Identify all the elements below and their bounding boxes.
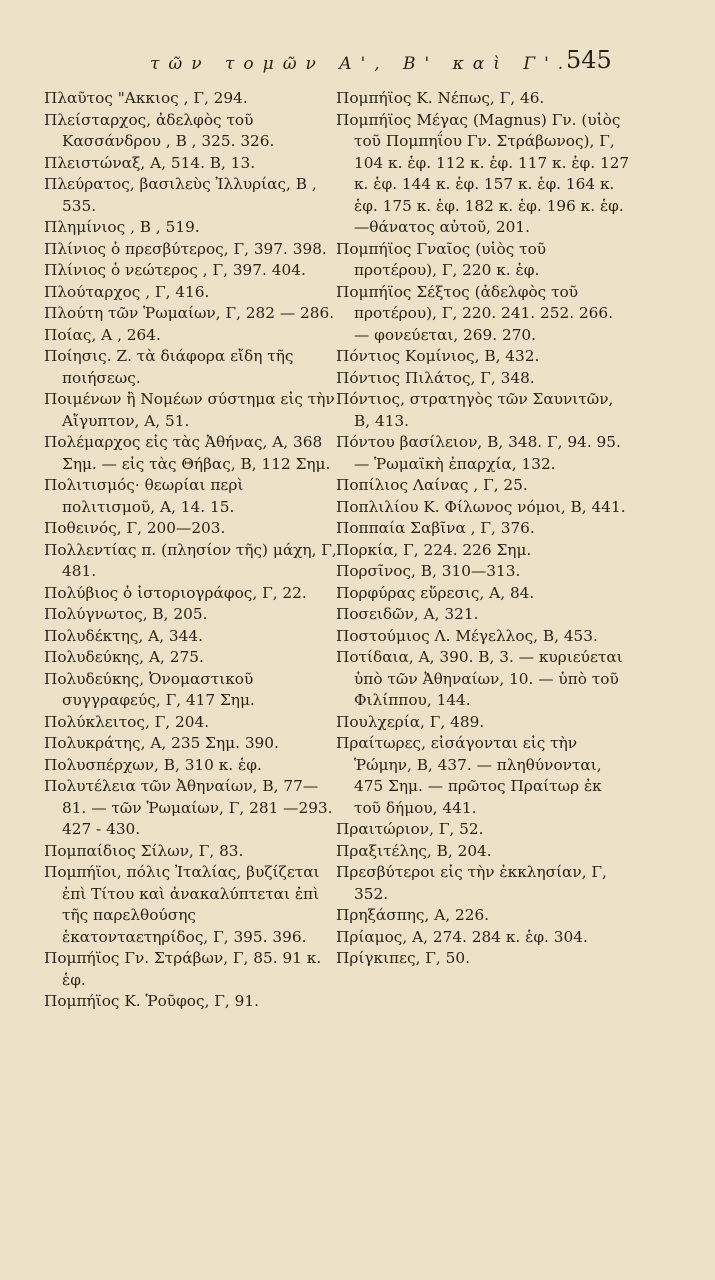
index-entry: Πολυτέλεια τῶν Ἀθηναίων, Β, 77—81. — τῶν Ῥωμαίων, Γ, 281 —293. 427 - 430.: [44, 777, 333, 838]
index-entry: Πομπήϊος Μέγας (Magnus) Γν. (υἱὸς τοῦ Πομπηΐου Γν. Στράβωνος), Γ, 104 κ. ἑφ. 112 κ. ἑφ. 117 κ. ἑφ. 127 κ. ἑφ. 144 κ. ἑφ. 157 κ. ἑφ. 164 κ. ἑφ. 175 κ. ἑφ. 182 κ. ἑφ. 196 κ. ἑφ. —θάνατος αὐτοῦ, 201.: [336, 110, 630, 236]
index-entry: Πολύκλειτος, Γ, 204.: [44, 712, 210, 731]
index-entry: Πρίγκιπες, Γ, 50.: [336, 949, 470, 967]
index-entry: Πραίτωρες, εἰσάγονται εἰς τὴν Ῥώμην, Β, 437. — πληθύνονται, 475 Σημ. — πρῶτος Πραίτωρ ἐκ τοῦ δήμου, 441.: [336, 734, 602, 817]
index-entry: Πομπήϊος Γν. Στράβων, Γ, 85. 91 κ. ἑφ.: [44, 949, 322, 989]
index-entry: Ποσειδῶν, Α, 321.: [336, 605, 479, 623]
index-entry: Πομπήϊος Σέξτος (ἀδελφὸς τοῦ προτέρου), Γ, 220. 241. 252. 266. — φονεύεται, 269. 270.: [336, 282, 614, 344]
index-entry: Ποίας, Α , 264.: [44, 325, 161, 344]
index-entry: Πόντιος Πιλάτος, Γ, 348.: [336, 368, 535, 387]
index-entry: Ποστούμιος Λ. Μέγελλος, Β, 453.: [336, 626, 598, 645]
index-entry: Πόντιος Κομίνιος, Β, 432.: [336, 347, 540, 365]
index-entry: Πολυδέκτης, Α, 344.: [44, 626, 203, 645]
index-entry: Πολέμαρχος εἰς τὰς Ἀθήνας, Α, 368 Σημ. — εἰς τὰς Θήβας, Β, 112 Σημ.: [44, 433, 331, 473]
index-entry: Πορκία, Γ, 224. 226 Σημ.: [336, 540, 532, 559]
index-entry: Πολυδεύκης, Ὀνομαστικοῦ συγγραφεύς, Γ, 417 Σημ.: [44, 669, 255, 709]
index-entry: Πλούτη τῶν Ῥωμαίων, Γ, 282 — 286.: [44, 304, 335, 322]
running-head: τῶν τομῶν Α', Β' καὶ Γ'.: [150, 54, 573, 74]
index-entry: Πραιτώριον, Γ, 52.: [336, 820, 484, 838]
index-entry: Πολιτισμός· θεωρίαι περὶ πολιτισμοῦ, Α, 14. 15.: [44, 476, 244, 516]
index-entry: Ποτίδαια, Α, 390. Β, 3. — κυριεύεται ὑπὸ τῶν Ἀθηναίων, 10. — ὑπὸ τοῦ Φιλίππου, 144.: [336, 648, 623, 709]
index-entry: Ποίησις. Ζ. τὰ διάφορα εἴδη τῆς ποιήσεως.: [44, 347, 294, 387]
index-entry: Πομπήϊος Κ. Ῥοῦφος, Γ, 91.: [44, 992, 259, 1010]
index-entry: Πόντιος, στρατηγὸς τῶν Σαυνιτῶν, Β, 413.: [336, 390, 614, 430]
index-entry: Πλίνιος ὁ πρεσβύτερος, Γ, 397. 398.: [44, 239, 327, 258]
index-entry: Πολυκράτης, Α, 235 Σημ. 390.: [44, 734, 279, 752]
index-entry: Πολύβιος ὁ ἱστοριογράφος, Γ, 22.: [44, 583, 307, 602]
index-entry: Πουλχερία, Γ, 489.: [336, 712, 485, 731]
index-entry: Πολλεντίας π. (πλησίον τῆς) μάχη, Γ, 481.: [44, 540, 337, 580]
index-entry: Πλεύρατος, βασιλεὺς Ἰλλυρίας, Β , 535.: [44, 175, 317, 215]
index-entry: Ποπλιλίου Κ. Φίλωνος νόμοι, Β, 441.: [336, 497, 626, 516]
page-number: 545: [566, 46, 612, 74]
index-entry: Πόντου βασίλειον, Β, 348. Γ, 94. 95. — Ῥωμαϊκὴ ἐπαρχία, 132.: [336, 433, 621, 473]
index-entry: Πραξιτέλης, Β, 204.: [336, 841, 492, 860]
index-entry: Πλαῦτος "Ακκιος , Γ, 294.: [44, 89, 248, 107]
index-entry: Ποιμένων ἢ Νομέων σύστημα εἰς τὴν Αἴγυπτον, Α, 51.: [44, 390, 335, 430]
index-entry: Ποπίλιος Λαίνας , Γ, 25.: [336, 476, 528, 494]
index-entry: Πλειστώναξ, Α, 514. Β, 13.: [44, 153, 256, 172]
index-entry: Πολυδεύκης, Α, 275.: [44, 648, 204, 666]
index-entry: Πολυσπέρχων, Β, 310 κ. ἑφ.: [44, 755, 262, 774]
index-entry: Πρεσβύτεροι εἰς τὴν ἐκκλησίαν, Γ, 352.: [336, 863, 607, 903]
index-entry: Πολύγνωτος, Β, 205.: [44, 605, 208, 623]
index-entry: Πλούταρχος , Γ, 416.: [44, 282, 210, 301]
index-entry: Ποθεινός, Γ, 200—203.: [44, 519, 226, 537]
index-column-left: [44, 88, 339, 1013]
index-entry: Πομπήϊοι, πόλις Ἰταλίας, βυζίζεται ἐπὶ Τίτου καὶ ἀνακαλύπτεται ἐπὶ τῆς παρελθούσης ἑκατονταετηρίδος, Γ, 395. 396.: [44, 863, 320, 946]
index-entry: Πλίνιος ὁ νεώτερος , Γ, 397. 404.: [44, 261, 306, 279]
index-entry: Πρηξάσπης, Α, 226.: [336, 906, 490, 924]
index-entry: Πομπαίδιος Σίλων, Γ, 83.: [44, 841, 244, 860]
index-entry: Πορφύρας εὕρεσις, Α, 84.: [336, 583, 535, 602]
index-entry: Πλείσταρχος, ἀδελφὸς τοῦ Κασσάνδρου , Β , 325. 326.: [44, 110, 275, 150]
index-entry: Πορσῖνος, Β, 310—313.: [336, 562, 521, 580]
index-entry: Ποππαία Σαβῖνα , Γ, 376.: [336, 519, 535, 537]
index-entry: Πρίαμος, Α, 274. 284 κ. ἑφ. 304.: [336, 927, 588, 946]
index-entry: Πλημίνιος , Β , 519.: [44, 218, 200, 236]
index-column-right: [336, 88, 631, 970]
index-entry: Πομπήϊος Γναῖος (υἱὸς τοῦ προτέρου), Γ, 220 κ. ἑφ.: [336, 239, 547, 279]
index-entry: Πομπήϊος Κ. Νέπως, Γ, 46.: [336, 89, 545, 107]
page-header: [0, 46, 715, 76]
